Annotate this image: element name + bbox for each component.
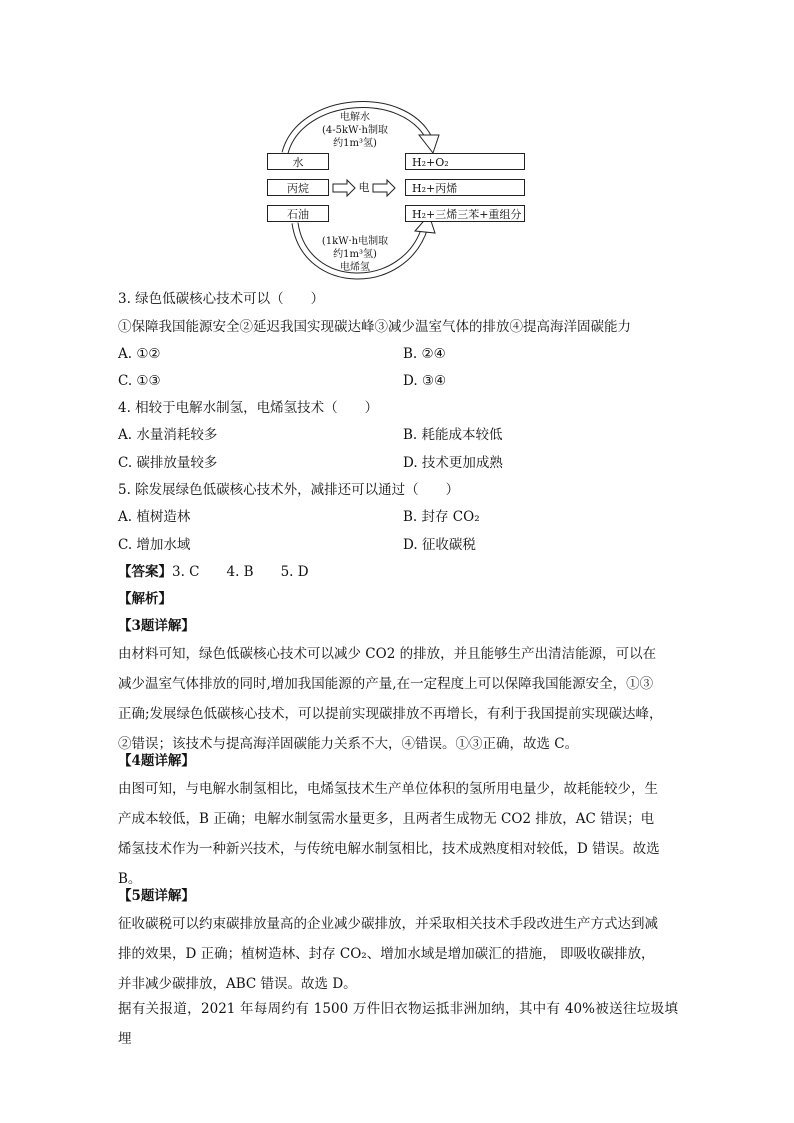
q3-option-b: B. ②④	[403, 346, 446, 362]
top-note	[310, 111, 400, 150]
detail4-tag: 【4题详解】	[118, 753, 195, 769]
detail4-body	[118, 774, 678, 894]
q3-items: ①保障我国能源安全②延迟我国实现碳达峰③减少温室气体的排放④提高海洋固碳能力	[118, 319, 631, 335]
answer-tag: 【答案】	[118, 564, 172, 580]
bottom-note-line: 约1m³氢)	[333, 249, 377, 260]
product-box: H₂+三烯三苯+重组分	[405, 205, 525, 222]
answer-text: 3. C 4. B 5. D	[172, 564, 309, 580]
detail4-line: B。	[118, 871, 142, 887]
q4-option-d: D. 技术更加成熟	[403, 455, 503, 471]
detail5-line: 排的效果，D 正确；植树造林、封存 CO₂、增加水域是增加碳汇的措施， 即吸收碳排放，	[118, 946, 655, 962]
detail5-tag: 【5题详解】	[118, 888, 195, 904]
analysis-tag: 【解析】	[118, 591, 172, 607]
next-passage: 据有关报道，2021 年每周约有 1500 万件旧衣物运抵非洲加纳，其中有 40%被送往垃圾填埋	[118, 1001, 678, 1047]
q3-option-c: C. ①③	[118, 373, 161, 389]
q3-stem: 3. 绿色低碳核心技术可以（ ）	[118, 291, 325, 307]
detail3-line: 正确;发展绿色低碳核心技术，可以提前实现碳排放不再增长，有利于我国提前实现碳达峰，	[118, 706, 663, 722]
q4-stem: 4. 相较于电解水制氢，电烯氢技术（ ）	[118, 400, 379, 416]
bottom-note-line: 电烯氢	[340, 262, 370, 273]
q5-stem: 5. 除发展绿色低碳核心技术外，减排还可以通过（ ）	[118, 482, 460, 498]
q4-option-a: A. 水量消耗较多	[118, 427, 218, 443]
source-box: 水	[267, 153, 329, 170]
q4-option-c: C. 碳排放量较多	[118, 455, 218, 471]
bottom-note-line: (1kW·h电制取	[321, 236, 389, 247]
q5-option-a: A. 植树造林	[118, 509, 191, 525]
top-note-line: 电解水	[340, 112, 370, 123]
q4-option-b: B. 耗能成本较低	[403, 427, 503, 443]
detail5-line: 并非减少碳排放，ABC 错误。故选 D。	[118, 976, 357, 992]
source-box: 丙烷	[267, 179, 329, 196]
detail3-line: 减少温室气体排放的同时,增加我国能源的产量,在一定程度上可以保障我国能源安全，①③	[118, 676, 654, 692]
detail5-line: 征收碳税可以约束碳排放量高的企业减少碳排放，并采取相关技术手段改进生产方式达到减	[118, 916, 658, 932]
answer-line	[118, 563, 309, 581]
q3-option-d: D. ③④	[403, 373, 447, 389]
top-note-line: (4-5kW·h制取	[322, 125, 388, 136]
q5-option-d: D. 征收碳税	[403, 537, 476, 553]
electricity-label: 电	[358, 181, 370, 194]
process-diagram	[255, 95, 545, 285]
detail4-line: 由图可知，与电解水制氢相比，电烯氢技术生产单位体积的氢所用电量少，故耗能较少，生	[118, 781, 658, 797]
product-box: H₂+O₂	[405, 153, 525, 170]
detail3-line: 由材料可知，绿色低碳核心技术可以减少 CO2 的排放，并且能够生产出清洁能源，可以在	[118, 646, 657, 662]
q5-option-b: B. 封存 CO₂	[403, 509, 480, 525]
q3-option-a: A. ①②	[118, 346, 161, 362]
top-note-line: 约1m³氢)	[333, 138, 377, 149]
bottom-note	[310, 235, 400, 274]
q5-option-c: C. 增加水域	[118, 537, 191, 553]
detail3-body	[118, 639, 678, 759]
detail3-tag: 【3题详解】	[118, 618, 195, 634]
detail5-body	[118, 909, 678, 999]
detail4-line: 烯氢技术作为一种新兴技术，与传统电解水制氢相比，技术成熟度相对较低，D 错误。故选	[118, 841, 660, 857]
detail4-line: 产成本较低，B 正确；电解水制氢需水量更多，且两者生成物无 CO2 排放，AC 错误；电	[118, 811, 655, 827]
product-box: H₂+丙烯	[405, 179, 525, 196]
source-box: 石油	[267, 205, 329, 222]
detail3-line: ②错误；该技术与提高海洋固碳能力关系不大，④错误。①③正确，故选 C。	[118, 736, 579, 752]
